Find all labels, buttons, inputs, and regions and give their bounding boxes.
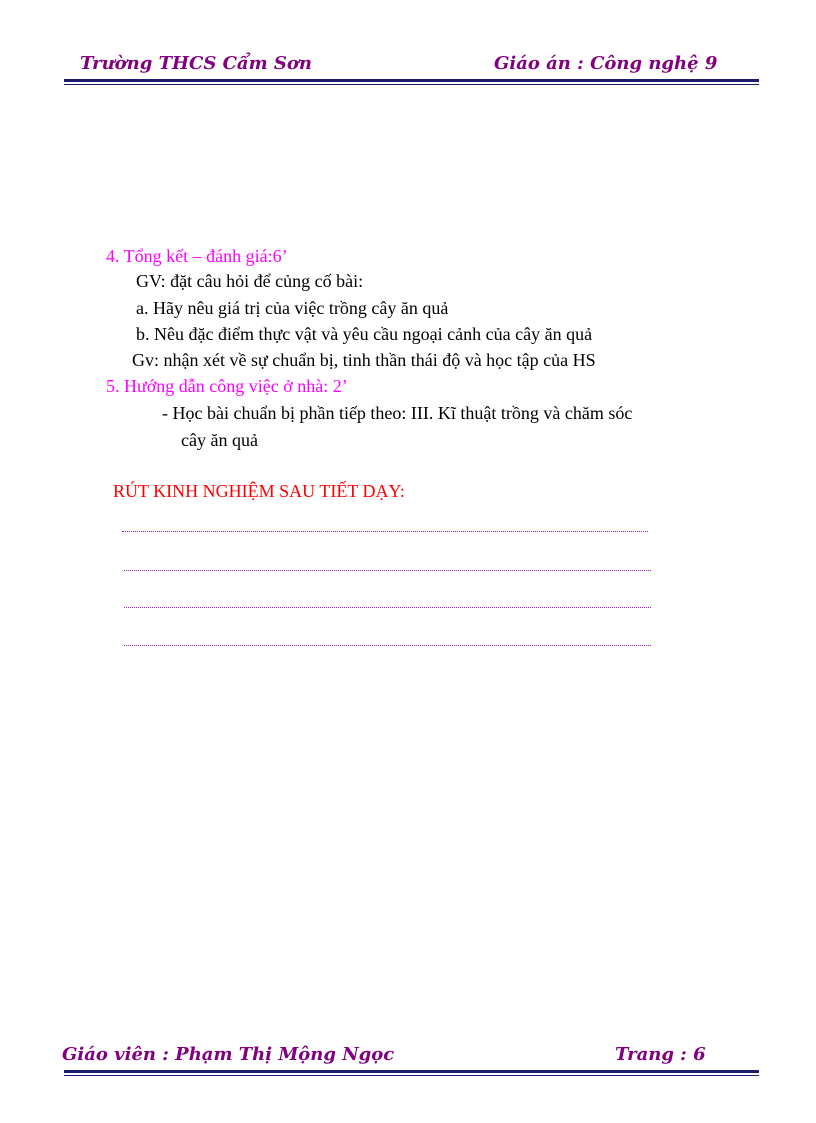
question-b: b. Nêu đặc điểm thực vật và yêu cầu ngoại cảnh của cây ăn quả bbox=[136, 324, 593, 344]
question-a: a. Hãy nêu giá trị của việc trồng cây ăn quả bbox=[136, 298, 449, 318]
section-5-title: 5. Hướng dẫn công việc ở nhà: 2’ bbox=[106, 376, 348, 396]
gv-comment: Gv: nhận xét về sự chuẩn bị, tinh thần thái độ và học tập của HS bbox=[132, 350, 596, 370]
footer-rule-thick bbox=[64, 1070, 759, 1073]
section-4-title: 4. Tổng kết – đánh giá:6’ bbox=[106, 246, 288, 266]
gv-question: GV: đặt câu hỏi để củng cố bài: bbox=[136, 271, 364, 291]
dotted-line bbox=[124, 570, 651, 571]
homework-line-2: cây ăn quả bbox=[181, 430, 258, 450]
footer-page: Trang : 6 bbox=[615, 1044, 706, 1065]
header-rule-thick bbox=[64, 79, 759, 82]
header-rule-thin bbox=[64, 84, 759, 85]
header-school: Trường THCS Cẩm Sơn bbox=[80, 53, 312, 74]
dotted-line bbox=[122, 531, 648, 532]
footer-rule-thin bbox=[64, 1075, 759, 1076]
footer-teacher: Giáo viên : Phạm Thị Mộng Ngọc bbox=[62, 1044, 395, 1065]
dotted-line bbox=[124, 607, 651, 608]
experience-title: RÚT KINH NGHIỆM SAU TIẾT DẠY: bbox=[113, 481, 405, 501]
dotted-line bbox=[124, 645, 651, 646]
homework-line-1: - Học bài chuẩn bị phần tiếp theo: III. Kĩ thuật trồng và chăm sóc bbox=[162, 403, 633, 423]
header-lesson: Giáo án : Công nghệ 9 bbox=[494, 53, 718, 74]
